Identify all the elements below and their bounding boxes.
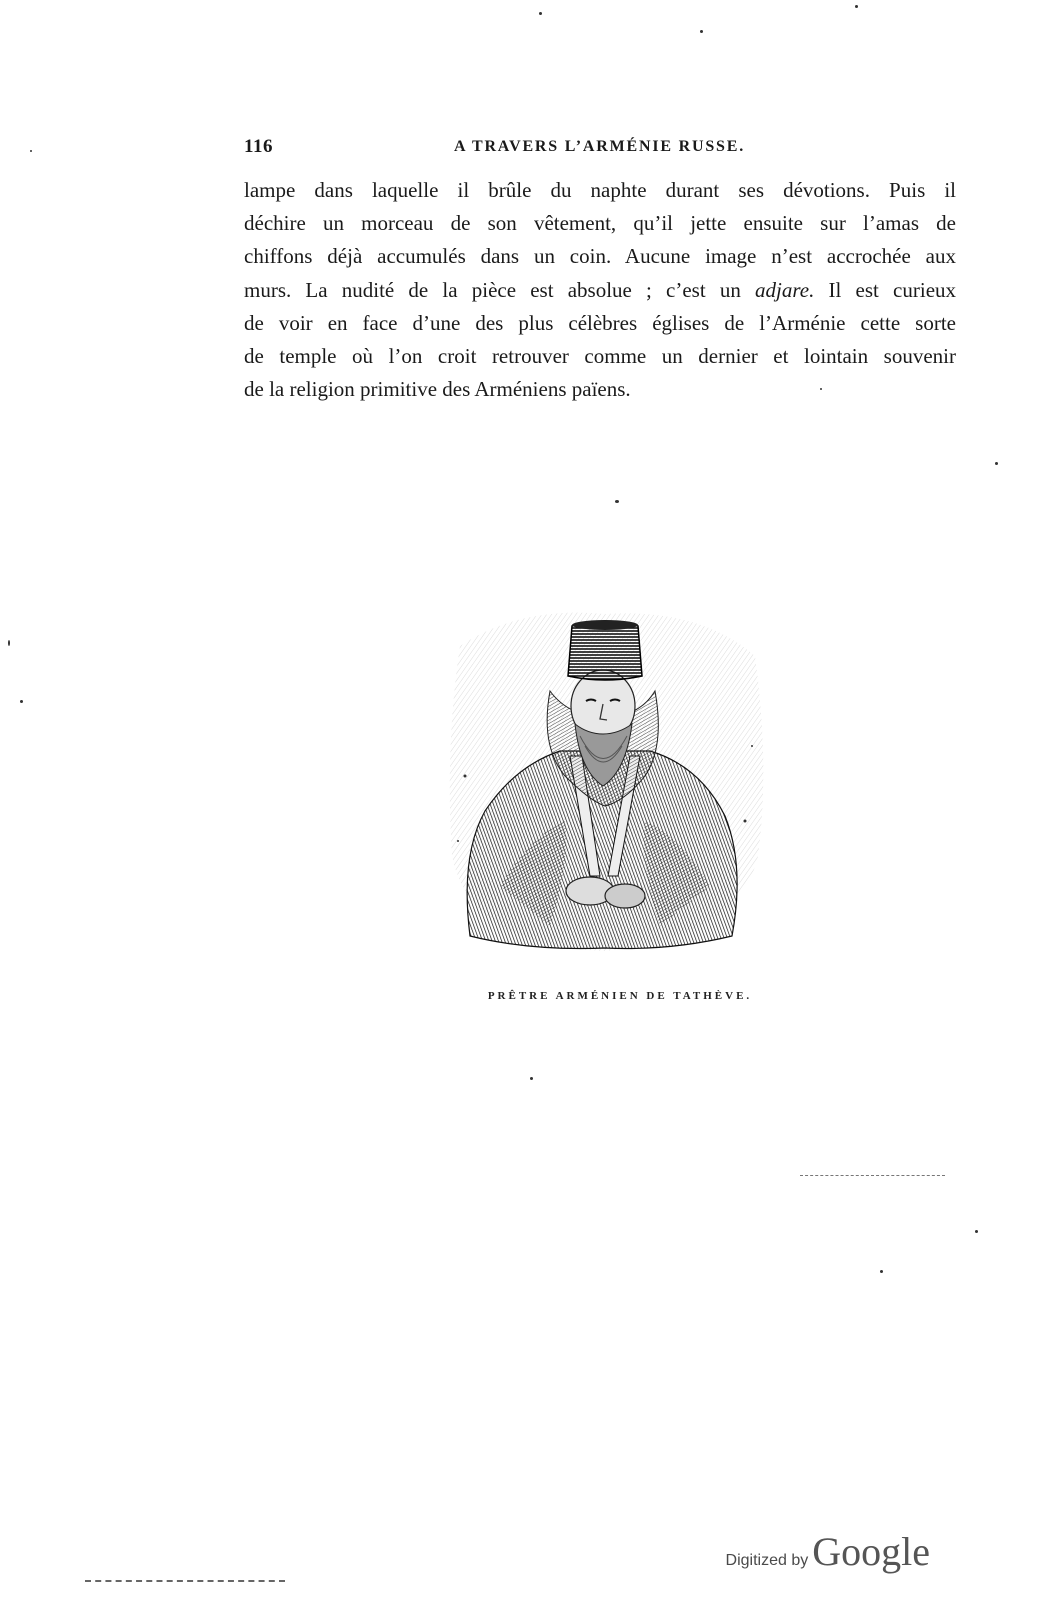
scan-speck: [20, 700, 23, 703]
scan-speck: [615, 500, 619, 503]
watermark-prefix: Digitized by: [725, 1552, 809, 1569]
scan-edge-artifact: [85, 1580, 285, 1587]
scan-speck: [975, 1230, 978, 1233]
text-line: de la religion primitive des Arméniens païens.: [244, 377, 631, 402]
figure-caption: PRÊTRE ARMÉNIEN DE TATHÈVE.: [487, 990, 753, 1002]
watermark-brand-logo: Google: [812, 1529, 930, 1574]
page-number: 116: [244, 136, 273, 157]
text-line: [244, 274, 956, 307]
scan-speck: [995, 462, 998, 465]
scan-speck: [539, 12, 542, 15]
text-segment: Il est curieux: [828, 277, 956, 302]
scan-speck: [820, 388, 822, 390]
scan-speck: [8, 640, 10, 646]
scan-dash-artifact: [800, 1175, 945, 1178]
priest-portrait-engraving: [440, 606, 770, 958]
engraving-illustration: [440, 606, 770, 958]
italic-term: adjare.: [755, 277, 815, 302]
scan-speck: [855, 5, 858, 8]
digitized-watermark: [726, 1528, 930, 1578]
running-header: [244, 136, 956, 162]
text-segment: murs. La nudité de la pièce est absolue ; c’est un: [244, 277, 741, 302]
body-paragraph: [244, 174, 956, 406]
running-title: A TRAVERS L’ARMÉNIE RUSSE.: [454, 138, 746, 155]
scan-speck: [530, 1077, 533, 1080]
scan-speck: [700, 30, 703, 33]
text-line: chiffons déjà accumulés dans un coin. Aucune image n’est accrochée aux: [244, 244, 956, 269]
text-line: de voir en face d’une des plus célèbres églises de l’Arménie cette sorte: [244, 310, 956, 335]
scan-speck: [880, 1270, 883, 1273]
text-line: déchire un morceau de son vêtement, qu’il jette ensuite sur l’amas de: [244, 211, 956, 236]
text-line: lampe dans laquelle il brûle du naphte durant ses dévotions. Puis il: [244, 178, 956, 202]
scan-speck: [30, 150, 32, 152]
text-line: de temple où l’on croit retrouver comme un dernier et lointain souvenir: [244, 343, 956, 368]
